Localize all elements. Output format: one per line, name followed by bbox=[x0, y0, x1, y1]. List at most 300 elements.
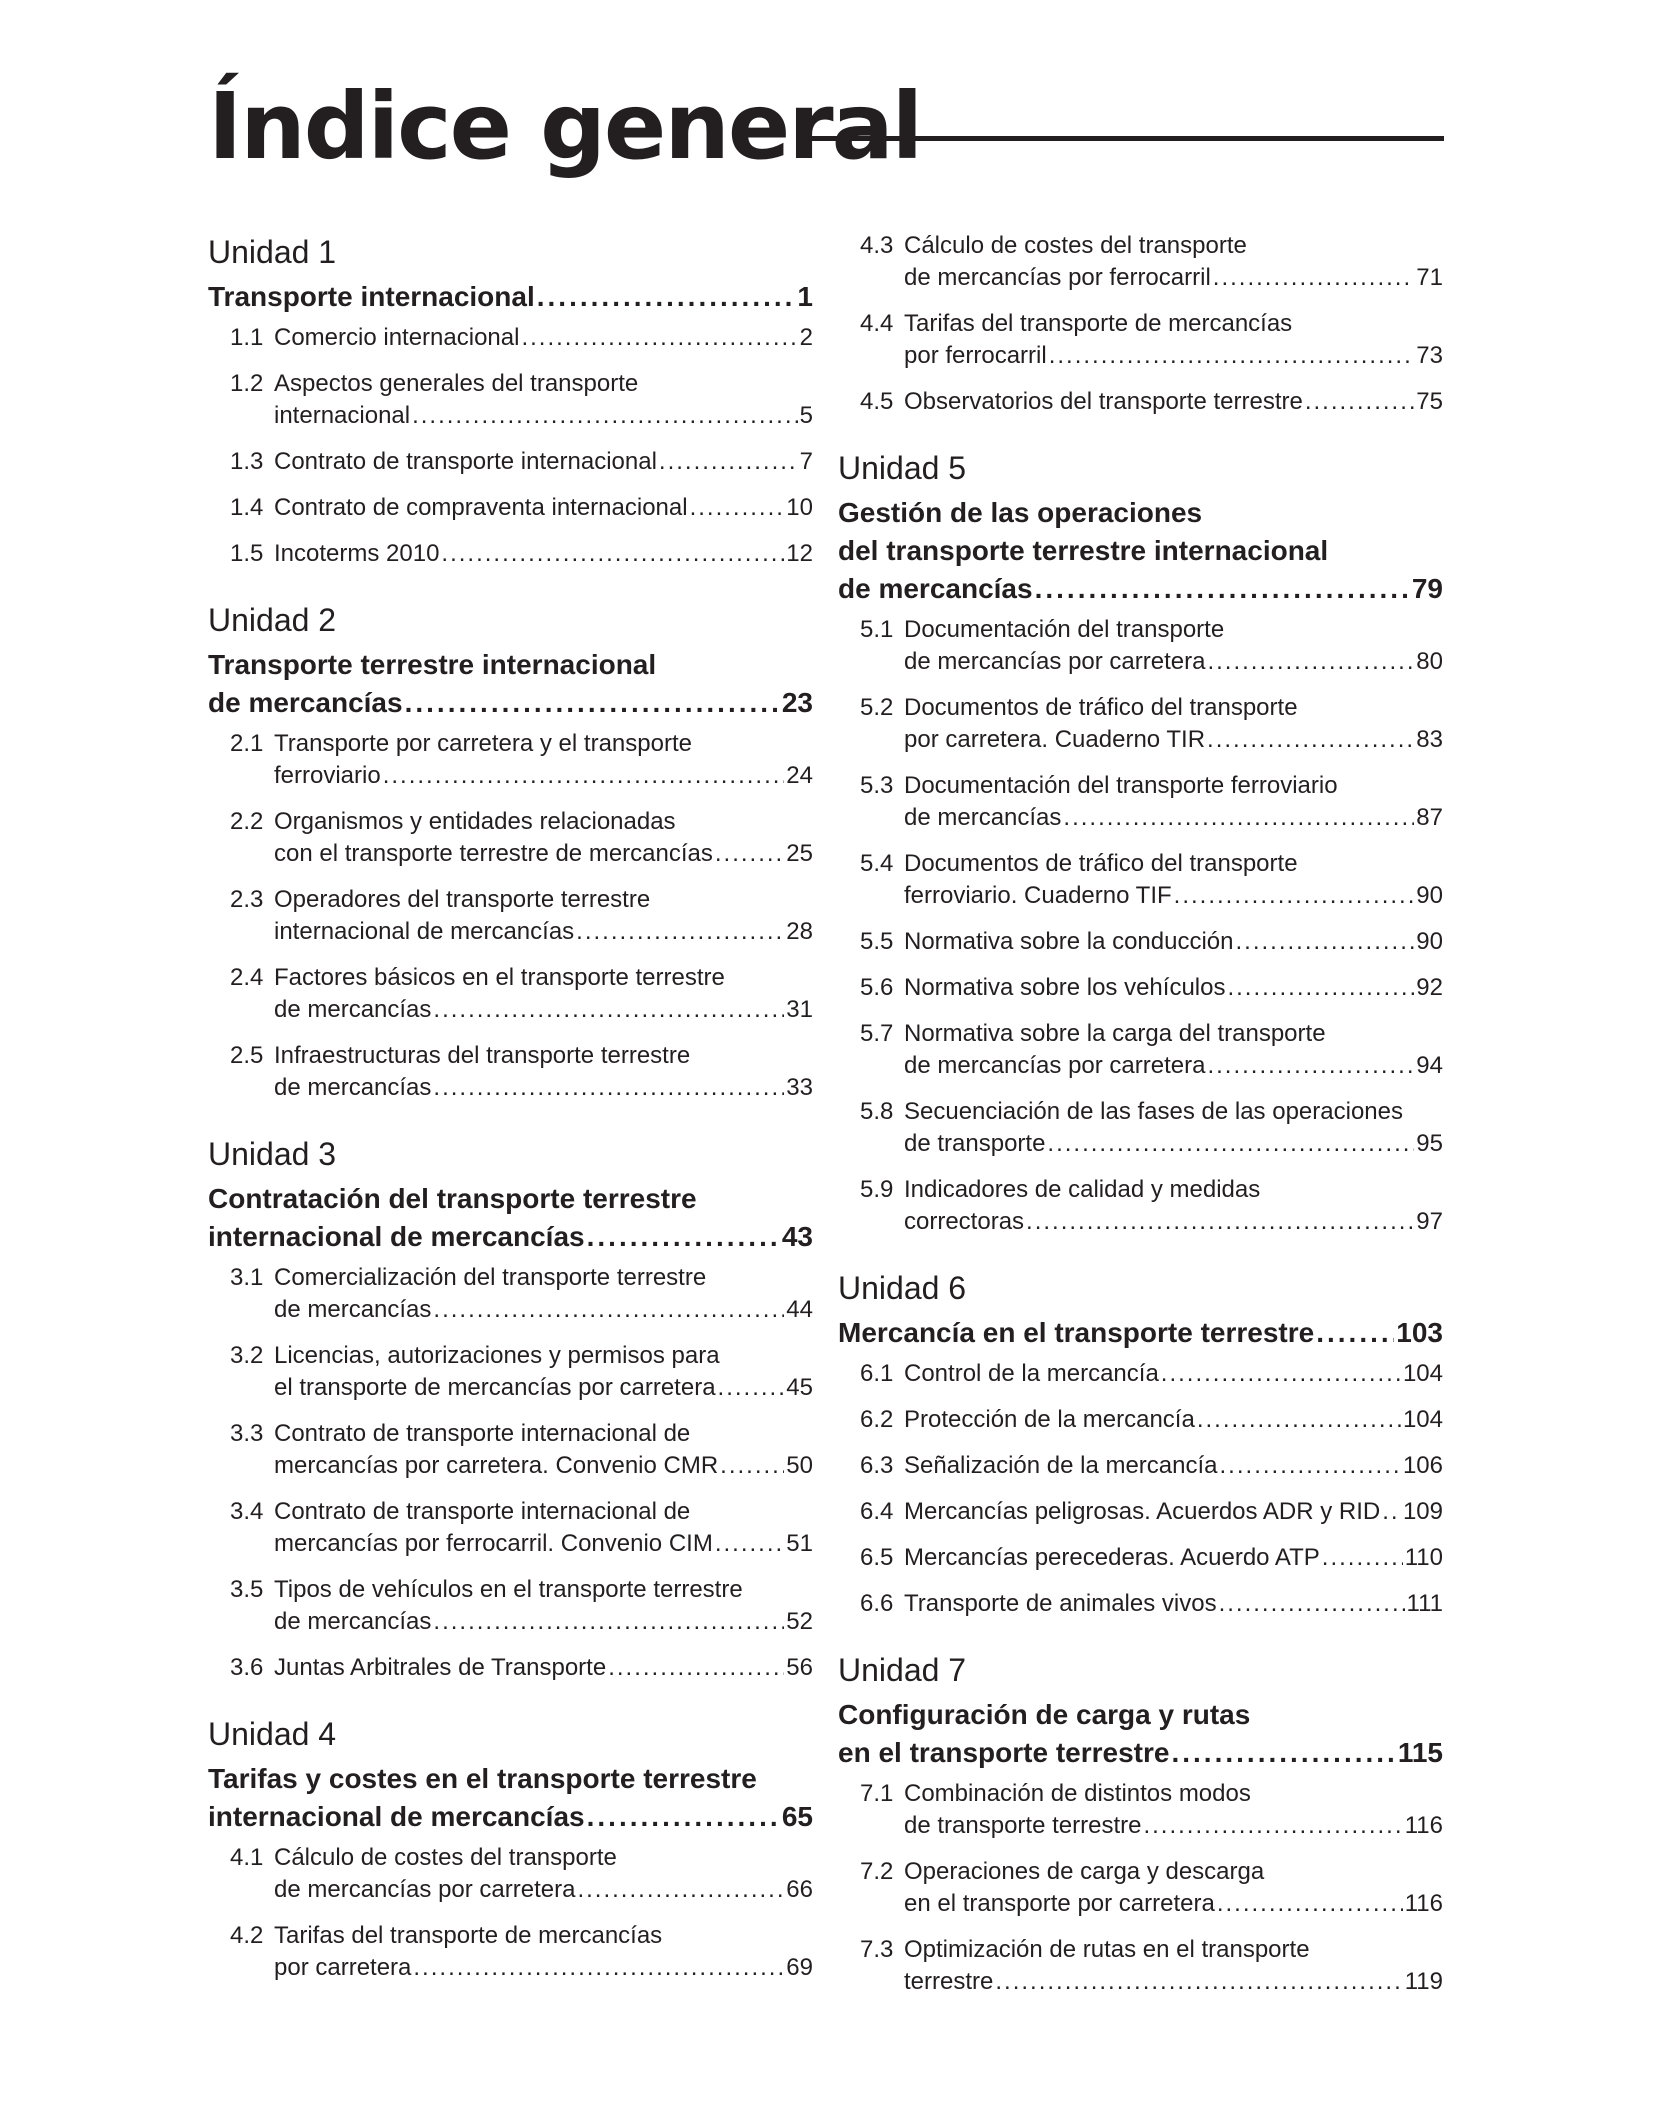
section-title-text: Mercancías peligrosas. Acuerdos ADR y RID bbox=[904, 1498, 1381, 1525]
section-title-text: de transporte bbox=[904, 1130, 1046, 1157]
dot-leader bbox=[1219, 1588, 1405, 1620]
section-title-line bbox=[904, 1404, 1443, 1436]
section-title-line: Tarifas del transporte de mercancías bbox=[904, 310, 1293, 337]
section-number: 3.5 bbox=[230, 1576, 264, 1603]
toc-entry bbox=[838, 1588, 1443, 1620]
toc-entry bbox=[208, 1496, 813, 1560]
page-number: 50 bbox=[786, 1452, 813, 1479]
unit-title bbox=[838, 1696, 1443, 1772]
section-number: 5.9 bbox=[860, 1176, 894, 1203]
section-number: 6.4 bbox=[860, 1498, 894, 1525]
page-number: 103 bbox=[1396, 1317, 1443, 1348]
page-number: 97 bbox=[1416, 1208, 1443, 1235]
section-title-text: Protección de la mercancía bbox=[904, 1406, 1195, 1433]
unit-title-last-line bbox=[838, 1314, 1443, 1352]
dot-leader bbox=[1236, 926, 1415, 958]
unit-block bbox=[208, 600, 813, 1104]
unit-title-last-line bbox=[838, 570, 1443, 608]
section-title-line: Secuenciación de las fases de las operaciones bbox=[904, 1098, 1403, 1125]
section-title-text: Control de la mercancía bbox=[904, 1360, 1159, 1387]
section-title-line: Transporte por carretera y el transporte bbox=[274, 730, 692, 757]
unit-title-last-line bbox=[208, 684, 813, 722]
unit-label: Unidad 4 bbox=[208, 1716, 337, 1752]
toc-entry bbox=[208, 884, 813, 948]
section-number: 3.4 bbox=[230, 1498, 264, 1525]
toc-entry bbox=[208, 1418, 813, 1482]
page-title: Índice general bbox=[208, 73, 922, 180]
section-number: 7.2 bbox=[860, 1858, 894, 1885]
dot-leader bbox=[720, 1450, 784, 1482]
dot-leader bbox=[1063, 802, 1414, 834]
toc-entry bbox=[208, 492, 813, 524]
unit-label: Unidad 3 bbox=[208, 1136, 337, 1172]
unit-title bbox=[208, 1180, 813, 1256]
section-title-text: Juntas Arbitrales de Transporte bbox=[274, 1654, 607, 1681]
page-number: 116 bbox=[1404, 1812, 1443, 1839]
section-title-text: Contrato de compraventa internacional bbox=[274, 494, 688, 521]
toc-entry bbox=[208, 1340, 813, 1404]
section-title-text: de transporte terrestre bbox=[904, 1812, 1142, 1839]
toc-entry bbox=[838, 1450, 1443, 1482]
section-number: 6.2 bbox=[860, 1406, 894, 1433]
unit-title-line: Configuración de carga y rutas bbox=[838, 1699, 1251, 1730]
section-title-line: Contrato de transporte internacional de bbox=[274, 1420, 691, 1447]
section-title-line bbox=[904, 1888, 1443, 1920]
section-title-text: Observatorios del transporte terrestre bbox=[904, 388, 1303, 415]
page-number: 23 bbox=[781, 687, 813, 718]
section-title-line bbox=[904, 972, 1443, 1004]
page-number: 119 bbox=[1404, 1968, 1443, 1995]
unit-label: Unidad 1 bbox=[208, 234, 337, 270]
dot-leader bbox=[537, 278, 796, 316]
unit-title bbox=[208, 646, 813, 722]
unit-block bbox=[838, 1650, 1443, 1998]
dot-leader bbox=[1382, 1496, 1401, 1528]
section-title-text: de mercancías bbox=[274, 1296, 432, 1323]
unit-block bbox=[208, 1714, 813, 1984]
page-number: 51 bbox=[786, 1530, 813, 1557]
section-title-line bbox=[274, 1606, 813, 1638]
section-number: 5.4 bbox=[860, 850, 894, 877]
dot-leader bbox=[1171, 1734, 1395, 1772]
section-title-text: de mercancías bbox=[274, 996, 432, 1023]
section-title-text: de mercancías por carretera bbox=[904, 648, 1206, 675]
dot-leader bbox=[441, 538, 784, 570]
unit-title-line: Transporte terrestre internacional bbox=[208, 649, 657, 680]
section-number: 2.3 bbox=[230, 886, 264, 913]
page-number: 106 bbox=[1402, 1452, 1443, 1479]
dot-leader bbox=[715, 1528, 784, 1560]
toc-entry bbox=[208, 322, 813, 354]
section-title-text: internacional bbox=[274, 402, 411, 429]
unit-entries bbox=[208, 1262, 813, 1684]
toc-entry bbox=[208, 1842, 813, 1906]
dot-leader bbox=[1227, 972, 1414, 1004]
dot-leader bbox=[1047, 1128, 1414, 1160]
unit-title-last-text: en el transporte terrestre bbox=[838, 1737, 1170, 1768]
unit-entries bbox=[208, 1842, 813, 1984]
unit-entries bbox=[208, 322, 813, 570]
section-title-text: con el transporte terrestre de mercancías bbox=[274, 840, 713, 867]
dot-leader bbox=[383, 760, 785, 792]
dot-leader bbox=[1161, 1358, 1401, 1390]
page-number: 52 bbox=[786, 1608, 813, 1635]
dot-leader bbox=[1207, 1050, 1414, 1082]
unit-label: Unidad 2 bbox=[208, 602, 337, 638]
dot-leader bbox=[1143, 1810, 1402, 1842]
page-number: 110 bbox=[1404, 1544, 1443, 1571]
section-title-line: Documentos de tráfico del transporte bbox=[904, 694, 1298, 721]
section-title-line bbox=[274, 1528, 813, 1560]
section-title-line bbox=[274, 1874, 813, 1906]
section-number: 2.2 bbox=[230, 808, 264, 835]
unit-title-line: del transporte terrestre internacional bbox=[838, 535, 1329, 566]
unit-entries bbox=[838, 1358, 1443, 1620]
continued-entries bbox=[838, 230, 1443, 418]
section-title-text: Incoterms 2010 bbox=[274, 540, 440, 567]
unit-title-last-line bbox=[838, 1734, 1443, 1772]
dot-leader bbox=[433, 994, 784, 1026]
section-title-text: ferroviario. Cuaderno TIF bbox=[904, 882, 1172, 909]
page-number: 66 bbox=[786, 1876, 813, 1903]
section-title-line: Optimización de rutas en el transporte bbox=[904, 1936, 1310, 1963]
dot-leader bbox=[1026, 1206, 1414, 1238]
section-title-line bbox=[904, 1966, 1443, 1998]
section-title-line bbox=[274, 1652, 813, 1684]
section-title-line bbox=[274, 760, 813, 792]
page-number: 44 bbox=[786, 1296, 813, 1323]
page-number: 10 bbox=[786, 494, 813, 521]
toc-entry bbox=[838, 926, 1443, 958]
unit-title-last-line bbox=[208, 1218, 813, 1256]
page-number: 80 bbox=[1416, 648, 1443, 675]
toc-entry bbox=[838, 1496, 1443, 1528]
section-title-line bbox=[904, 646, 1443, 678]
section-number: 6.6 bbox=[860, 1590, 894, 1617]
section-number: 1.5 bbox=[230, 540, 264, 567]
unit-title-line: Tarifas y costes en el transporte terrestre bbox=[208, 1763, 757, 1794]
section-title-line bbox=[904, 1542, 1443, 1574]
section-number: 7.3 bbox=[860, 1936, 894, 1963]
section-title-line bbox=[904, 1050, 1443, 1082]
toc-entry bbox=[208, 1920, 813, 1984]
section-title-line bbox=[274, 916, 813, 948]
unit-label: Unidad 7 bbox=[838, 1652, 967, 1688]
unit-title-last-line bbox=[208, 278, 813, 316]
toc-entry bbox=[838, 1018, 1443, 1082]
toc-entry bbox=[208, 1262, 813, 1326]
section-title-line: Aspectos generales del transporte bbox=[274, 370, 639, 397]
dot-leader bbox=[718, 1372, 785, 1404]
section-title-text: Mercancías perecederas. Acuerdo ATP bbox=[904, 1544, 1320, 1571]
section-number: 4.4 bbox=[860, 310, 894, 337]
page-number: 95 bbox=[1416, 1130, 1443, 1157]
section-title-line: Tipos de vehículos en el transporte terrestre bbox=[274, 1576, 743, 1603]
page-number: 45 bbox=[786, 1374, 813, 1401]
section-number: 2.4 bbox=[230, 964, 264, 991]
section-title-line bbox=[904, 1588, 1443, 1620]
section-number: 3.1 bbox=[230, 1264, 264, 1291]
dot-leader bbox=[521, 322, 797, 354]
unit-title-last-text: de mercancías bbox=[208, 687, 403, 718]
unit-block bbox=[208, 232, 813, 570]
section-title-text: de mercancías por carretera bbox=[274, 1876, 576, 1903]
section-title-line: Normativa sobre la carga del transporte bbox=[904, 1020, 1326, 1047]
section-title-line: Infraestructuras del transporte terrestre bbox=[274, 1042, 691, 1069]
section-title-line bbox=[904, 926, 1443, 958]
section-title-text: terrestre bbox=[904, 1968, 994, 1995]
dot-leader bbox=[413, 1952, 784, 1984]
section-number: 3.2 bbox=[230, 1342, 264, 1369]
page-number: 33 bbox=[786, 1074, 813, 1101]
section-number: 7.1 bbox=[860, 1780, 894, 1807]
unit-title-last-text: de mercancías bbox=[838, 573, 1033, 604]
section-title-line bbox=[274, 1072, 813, 1104]
toc-entry bbox=[838, 230, 1443, 294]
section-title-text: de mercancías por carretera bbox=[904, 1052, 1206, 1079]
section-title-line bbox=[904, 1810, 1443, 1842]
dot-leader bbox=[1174, 880, 1415, 912]
section-number: 2.1 bbox=[230, 730, 264, 757]
section-title-text: Comercio internacional bbox=[274, 324, 520, 351]
section-title-text: en el transporte por carretera bbox=[904, 1890, 1215, 1917]
section-number: 5.8 bbox=[860, 1098, 894, 1125]
section-title-text: por carretera. Cuaderno TIR bbox=[904, 726, 1206, 753]
dot-leader bbox=[405, 684, 780, 722]
toc-entry bbox=[208, 962, 813, 1026]
page-number: 73 bbox=[1416, 342, 1443, 369]
dot-leader bbox=[1213, 262, 1415, 294]
section-title-text: por ferrocarril bbox=[904, 342, 1047, 369]
section-title-text: el transporte de mercancías por carretera bbox=[274, 1374, 716, 1401]
unit-block bbox=[208, 1134, 813, 1684]
toc-entry bbox=[838, 1542, 1443, 1574]
page-number: 28 bbox=[786, 918, 813, 945]
toc-entry bbox=[838, 692, 1443, 756]
section-title-line bbox=[274, 1450, 813, 1482]
page-number: 79 bbox=[1411, 573, 1443, 604]
page-number: 116 bbox=[1404, 1890, 1443, 1917]
section-number: 5.3 bbox=[860, 772, 894, 799]
dot-leader bbox=[1316, 1314, 1394, 1352]
section-number: 5.2 bbox=[860, 694, 894, 721]
unit-block bbox=[838, 1268, 1443, 1620]
page-number: 25 bbox=[786, 840, 813, 867]
dot-leader bbox=[412, 400, 798, 432]
section-title-text: por carretera bbox=[274, 1954, 412, 1981]
section-title-text: de mercancías bbox=[274, 1074, 432, 1101]
page-number: 31 bbox=[786, 996, 813, 1023]
page-number: 65 bbox=[781, 1801, 813, 1832]
unit-title bbox=[838, 494, 1443, 608]
section-number: 4.3 bbox=[860, 232, 894, 259]
section-number: 5.1 bbox=[860, 616, 894, 643]
page-number: 111 bbox=[1406, 1590, 1443, 1617]
section-title-line: Documentación del transporte bbox=[904, 616, 1225, 643]
section-title-line bbox=[274, 1952, 813, 1984]
section-title-line: Cálculo de costes del transporte bbox=[274, 1844, 617, 1871]
page-number: 5 bbox=[799, 402, 813, 429]
section-number: 1.3 bbox=[230, 448, 264, 475]
dot-leader bbox=[1207, 724, 1414, 756]
unit-label: Unidad 5 bbox=[838, 450, 967, 486]
section-number: 4.5 bbox=[860, 388, 894, 415]
section-title-line bbox=[274, 838, 813, 870]
section-title-text: de mercancías bbox=[904, 804, 1062, 831]
section-title-text: Contrato de transporte internacional bbox=[274, 448, 657, 475]
page-number: 7 bbox=[799, 448, 813, 475]
page-number: 56 bbox=[786, 1654, 813, 1681]
section-title-line: Combinación de distintos modos bbox=[904, 1780, 1251, 1807]
section-title-line: Operadores del transporte terrestre bbox=[274, 886, 651, 913]
unit-block bbox=[838, 448, 1443, 1238]
unit-title-line: Gestión de las operaciones bbox=[838, 497, 1203, 528]
dot-leader bbox=[1220, 1450, 1401, 1482]
continued-block bbox=[838, 230, 1443, 418]
section-number: 3.6 bbox=[230, 1654, 264, 1681]
toc-column-left bbox=[208, 232, 813, 2014]
toc-column-right bbox=[838, 230, 1443, 2028]
page-number: 104 bbox=[1402, 1406, 1443, 1433]
section-number: 5.6 bbox=[860, 974, 894, 1001]
section-title-line bbox=[904, 386, 1443, 418]
unit-title bbox=[208, 1760, 813, 1836]
page-number: 69 bbox=[786, 1954, 813, 1981]
section-title-line bbox=[904, 1206, 1443, 1238]
unit-title-last-line bbox=[208, 1798, 813, 1836]
toc-entry bbox=[838, 1404, 1443, 1436]
toc-entry bbox=[838, 1096, 1443, 1160]
page-number: 109 bbox=[1402, 1498, 1443, 1525]
page-number: 92 bbox=[1416, 974, 1443, 1001]
section-title-line bbox=[274, 492, 813, 524]
section-title-line: Organismos y entidades relacionadas bbox=[274, 808, 676, 835]
page-number: 94 bbox=[1416, 1052, 1443, 1079]
section-title-line: Operaciones de carga y descarga bbox=[904, 1858, 1265, 1885]
page-number: 90 bbox=[1416, 928, 1443, 955]
section-number: 2.5 bbox=[230, 1042, 264, 1069]
dot-leader bbox=[433, 1606, 784, 1638]
dot-leader bbox=[715, 838, 784, 870]
dot-leader bbox=[995, 1966, 1402, 1998]
toc-entry bbox=[838, 1358, 1443, 1390]
page-number: 104 bbox=[1402, 1360, 1443, 1387]
page-number: 75 bbox=[1416, 388, 1443, 415]
title-rule bbox=[808, 136, 1444, 141]
toc-entry bbox=[208, 446, 813, 478]
section-title-line bbox=[274, 994, 813, 1026]
unit-title-line: Contratación del transporte terrestre bbox=[208, 1183, 697, 1214]
section-number: 6.5 bbox=[860, 1544, 894, 1571]
section-number: 4.1 bbox=[230, 1844, 264, 1871]
section-title-line bbox=[904, 1128, 1443, 1160]
toc-entry bbox=[208, 368, 813, 432]
page-number: 24 bbox=[786, 762, 813, 789]
unit-entries bbox=[838, 614, 1443, 1238]
toc-entry bbox=[208, 538, 813, 570]
section-title-text: mercancías por carretera. Convenio CMR bbox=[274, 1452, 719, 1479]
section-title-line: Indicadores de calidad y medidas bbox=[904, 1176, 1261, 1203]
toc-entry bbox=[838, 972, 1443, 1004]
dot-leader bbox=[577, 1874, 784, 1906]
unit-label: Unidad 6 bbox=[838, 1270, 967, 1306]
unit-title-last-text: internacional de mercancías bbox=[208, 1221, 585, 1252]
toc-entry bbox=[838, 308, 1443, 372]
toc-entry bbox=[208, 728, 813, 792]
page-number: 1 bbox=[797, 281, 813, 312]
section-title-line: Comercialización del transporte terrestre bbox=[274, 1264, 707, 1291]
unit-entries bbox=[838, 1778, 1443, 1998]
page-number: 115 bbox=[1397, 1737, 1443, 1768]
dot-leader bbox=[1305, 386, 1414, 418]
section-number: 1.1 bbox=[230, 324, 264, 351]
dot-leader bbox=[1322, 1542, 1403, 1574]
toc-entry bbox=[838, 770, 1443, 834]
dot-leader bbox=[690, 492, 785, 524]
section-title-line bbox=[904, 262, 1443, 294]
section-title-line: Factores básicos en el transporte terrestre bbox=[274, 964, 725, 991]
section-title-text: de mercancías bbox=[274, 1608, 432, 1635]
section-title-line bbox=[274, 1294, 813, 1326]
toc-entry bbox=[838, 1856, 1443, 1920]
section-title-line: Documentos de tráfico del transporte bbox=[904, 850, 1298, 877]
dot-leader bbox=[659, 446, 798, 478]
section-title-line bbox=[904, 1496, 1443, 1528]
toc-entry bbox=[838, 848, 1443, 912]
section-number: 5.5 bbox=[860, 928, 894, 955]
unit-entries bbox=[208, 728, 813, 1104]
page-number: 83 bbox=[1416, 726, 1443, 753]
section-title-line bbox=[904, 340, 1443, 372]
section-title-line bbox=[904, 724, 1443, 756]
section-title-line bbox=[274, 1372, 813, 1404]
dot-leader bbox=[587, 1798, 780, 1836]
toc-entry bbox=[838, 1934, 1443, 1998]
page-number: 71 bbox=[1416, 264, 1443, 291]
section-title-line: Tarifas del transporte de mercancías bbox=[274, 1922, 663, 1949]
toc-entry bbox=[838, 1174, 1443, 1238]
section-title-text: ferroviario bbox=[274, 762, 381, 789]
dot-leader bbox=[576, 916, 784, 948]
page-header bbox=[208, 72, 1444, 182]
unit-title bbox=[208, 278, 813, 316]
section-number: 6.3 bbox=[860, 1452, 894, 1479]
section-title-line bbox=[904, 1358, 1443, 1390]
dot-leader bbox=[1217, 1888, 1403, 1920]
dot-leader bbox=[1049, 340, 1415, 372]
section-title-line: Contrato de transporte internacional de bbox=[274, 1498, 691, 1525]
unit-title bbox=[838, 1314, 1443, 1352]
page-number: 12 bbox=[786, 540, 813, 567]
dot-leader bbox=[1207, 646, 1414, 678]
section-number: 4.2 bbox=[230, 1922, 264, 1949]
page-number: 87 bbox=[1416, 804, 1443, 831]
dot-leader bbox=[608, 1652, 784, 1684]
dot-leader bbox=[1197, 1404, 1401, 1436]
section-number: 5.7 bbox=[860, 1020, 894, 1047]
section-title-text: internacional de mercancías bbox=[274, 918, 575, 945]
section-title-text: de mercancías por ferrocarril bbox=[904, 264, 1211, 291]
section-title-line bbox=[274, 538, 813, 570]
page-number: 43 bbox=[781, 1221, 813, 1252]
section-title-line bbox=[274, 446, 813, 478]
toc-entry bbox=[208, 806, 813, 870]
toc-entry bbox=[208, 1652, 813, 1684]
section-number: 3.3 bbox=[230, 1420, 264, 1447]
toc-entry bbox=[838, 1778, 1443, 1842]
unit-title-last-text: Transporte internacional bbox=[208, 281, 535, 312]
unit-title-last-text: internacional de mercancías bbox=[208, 1801, 585, 1832]
